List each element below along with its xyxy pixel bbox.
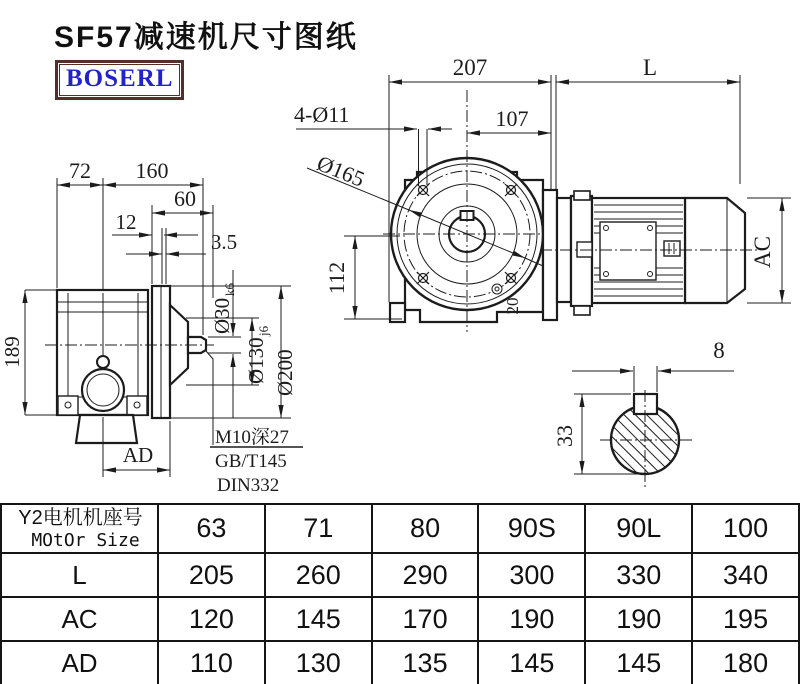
table-cell: 205 bbox=[158, 553, 265, 597]
oil-plug-circle bbox=[97, 356, 109, 368]
row-label: AC bbox=[1, 597, 158, 641]
table-row-AD bbox=[1, 641, 799, 684]
dim-label-AC: AC bbox=[750, 236, 775, 268]
table-row-AC bbox=[1, 597, 799, 641]
dim-label-3-5: 3.5 bbox=[210, 230, 238, 254]
row-label: AD bbox=[1, 641, 158, 684]
boserl-logo-text: BOSERL bbox=[59, 64, 180, 96]
table-cell: 120 bbox=[158, 597, 265, 641]
dim-label-60: 60 bbox=[174, 186, 196, 211]
header-label-cn: Y2电机机座号 bbox=[18, 506, 143, 529]
table-cell: 110 bbox=[158, 641, 265, 684]
table-cell: 145 bbox=[265, 597, 372, 641]
dim-label-20: 20 bbox=[503, 297, 522, 315]
column-header: 90S bbox=[478, 504, 585, 553]
adapter-ring-1 bbox=[543, 190, 557, 320]
stator-panel bbox=[600, 222, 656, 280]
table-cell: 300 bbox=[478, 553, 585, 597]
dim-label-d30: Ø30 bbox=[210, 297, 234, 334]
table-cell: 340 bbox=[692, 553, 799, 597]
page-title: SF57减速机尺寸图纸 bbox=[54, 21, 358, 54]
column-header: 80 bbox=[372, 504, 479, 553]
header-label-en: MOtOr Size bbox=[31, 529, 140, 551]
dim-label-d165: Ø165 bbox=[313, 150, 369, 192]
dim-label-72: 72 bbox=[69, 158, 91, 183]
column-header: 71 bbox=[265, 504, 372, 553]
table-cell: 145 bbox=[585, 641, 692, 684]
dim-label-4-d11: 4-Ø11 bbox=[294, 102, 350, 127]
table-cell: 170 bbox=[372, 597, 479, 641]
table-cell: 135 bbox=[372, 641, 479, 684]
dim-label-AD: AD bbox=[122, 443, 154, 467]
row-label: L bbox=[1, 553, 158, 597]
dim-label-8: 8 bbox=[713, 338, 725, 363]
column-header: 100 bbox=[692, 504, 799, 553]
output-bore-outer bbox=[82, 369, 124, 411]
table-cell: 190 bbox=[478, 597, 585, 641]
note-m10: M10深27 bbox=[215, 427, 289, 448]
dim-label-L: L bbox=[642, 55, 658, 80]
table-row-L bbox=[1, 553, 799, 597]
m10-leader-line bbox=[206, 351, 213, 445]
column-header: 63 bbox=[158, 504, 265, 553]
dim-label-207: 207 bbox=[452, 55, 488, 80]
shaft-cross-section bbox=[600, 390, 693, 490]
dim-label-d30-tol: k6 bbox=[222, 283, 237, 296]
table-cell: 330 bbox=[585, 553, 692, 597]
table-cell: 260 bbox=[265, 553, 372, 597]
mount-lug-right bbox=[127, 396, 147, 415]
mount-lug-left bbox=[58, 396, 78, 415]
dim-label-189: 189 bbox=[0, 336, 24, 368]
base-pedestal bbox=[76, 415, 137, 443]
table-cell: 190 bbox=[585, 597, 692, 641]
motor-view bbox=[540, 190, 757, 320]
table-cell: 130 bbox=[265, 641, 372, 684]
column-header: 90L bbox=[585, 504, 692, 553]
table-corner-cell bbox=[1, 504, 158, 553]
dim-label-160: 160 bbox=[135, 158, 169, 183]
dim-label-d200: Ø200 bbox=[273, 349, 297, 396]
dim-label-107: 107 bbox=[495, 106, 529, 131]
dim-label-33: 33 bbox=[552, 425, 577, 447]
table-cell: 195 bbox=[692, 597, 799, 641]
table-cell: 290 bbox=[372, 553, 479, 597]
dim-label-d130-tol: j6 bbox=[256, 325, 271, 336]
note-din332: DIN332 bbox=[217, 475, 280, 496]
dim-label-d130: Ø130 bbox=[244, 337, 268, 384]
dim-label-112: 112 bbox=[324, 261, 349, 295]
table-header-row bbox=[1, 504, 799, 553]
dim-label-12: 12 bbox=[115, 210, 137, 234]
motor-size-table bbox=[0, 503, 800, 684]
table-cell: 180 bbox=[692, 641, 799, 684]
table-cell: 145 bbox=[478, 641, 585, 684]
note-gbt145: GB/T145 bbox=[215, 451, 287, 472]
